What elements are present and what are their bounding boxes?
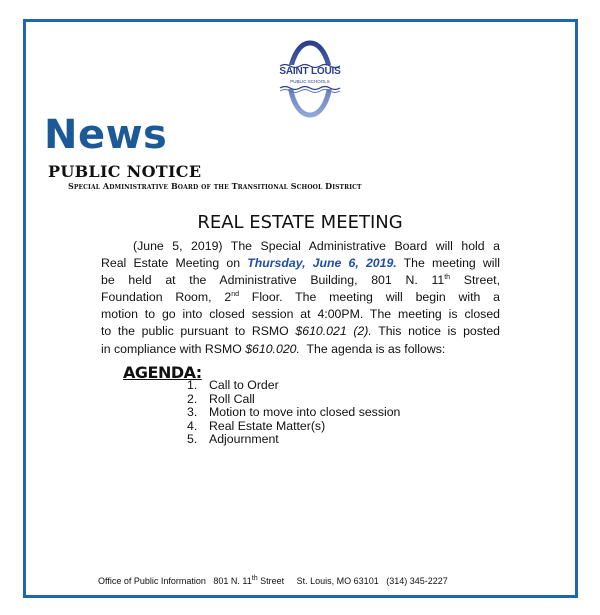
text: Real Estate Meeting on xyxy=(101,256,248,271)
superscript: th xyxy=(444,274,451,282)
footer-contact xyxy=(98,576,448,586)
footer-city: St. Louis, MO 63101 xyxy=(296,576,379,586)
item-number: 1. xyxy=(187,378,198,392)
superscript: nd xyxy=(231,291,239,299)
public-notice-heading: PUBLIC NOTICE xyxy=(48,162,202,181)
text: The agenda is as follows: xyxy=(299,341,446,356)
logo-subtitle: PUBLIC SCHOOLS xyxy=(290,79,330,84)
paragraph-line xyxy=(101,289,500,306)
text: The meeting will xyxy=(396,256,500,271)
text: Street, xyxy=(450,273,500,288)
superscript: th xyxy=(251,575,258,582)
item-number: 4. xyxy=(187,418,198,433)
text: This notice is posted xyxy=(371,324,501,339)
item-number: 5. xyxy=(187,432,198,447)
paragraph-line xyxy=(101,272,500,289)
paragraph-line: (June 5, 2019) The Special Administrative Board will hold a xyxy=(133,239,500,253)
item-text: Motion to move into closed session xyxy=(209,405,401,420)
item-number: 2. xyxy=(187,391,198,406)
text: Floor. The meeting will begin with a xyxy=(239,290,500,305)
paragraph-line xyxy=(101,341,500,358)
text: to the public pursuant to RSMO xyxy=(101,324,296,339)
agenda-list xyxy=(187,379,400,447)
paragraph-line xyxy=(101,323,500,340)
item-text: Real Estate Matter(s) xyxy=(209,418,326,433)
board-subheading: Special Administrative Board of the Transitional School District xyxy=(68,181,362,191)
agenda-item xyxy=(187,379,400,393)
footer-phone: (314) 345-2227 xyxy=(386,576,448,586)
text: be held at the Administrative Building, 801 N. 11 xyxy=(101,273,445,288)
statute-ref: $610.020. xyxy=(245,341,300,356)
item-number: 3. xyxy=(187,405,198,420)
item-text: Adjournment xyxy=(209,432,279,447)
news-heading: News xyxy=(44,112,168,158)
page-title: REAL ESTATE MEETING xyxy=(197,212,403,233)
text: Street xyxy=(257,576,285,586)
saint-louis-public-schools-logo xyxy=(270,38,350,120)
meeting-date: Thursday, June 6, 2019. xyxy=(247,256,397,271)
paragraph-line xyxy=(101,255,500,272)
item-text: Call to Order xyxy=(209,378,279,392)
notice-paragraph xyxy=(101,238,500,358)
text: in compliance with RSMO xyxy=(101,341,246,356)
text: Foundation Room, 2 xyxy=(101,290,232,305)
agenda-item xyxy=(187,420,400,434)
agenda-item xyxy=(187,393,400,407)
agenda-item xyxy=(187,433,400,447)
logo-name: SAINT LOUIS xyxy=(279,66,341,77)
text: 801 N. 11 xyxy=(213,576,252,586)
item-text: Roll Call xyxy=(209,391,255,406)
paragraph-line: motion to go into closed session at 4:00PM. The meeting is closed xyxy=(101,307,500,322)
footer-office: Office of Public Information xyxy=(98,576,206,586)
footer-address xyxy=(213,576,284,586)
agenda-heading: AGENDA: xyxy=(123,363,202,382)
agenda-item xyxy=(187,406,400,420)
statute-ref: $610.021 (2). xyxy=(295,324,372,339)
